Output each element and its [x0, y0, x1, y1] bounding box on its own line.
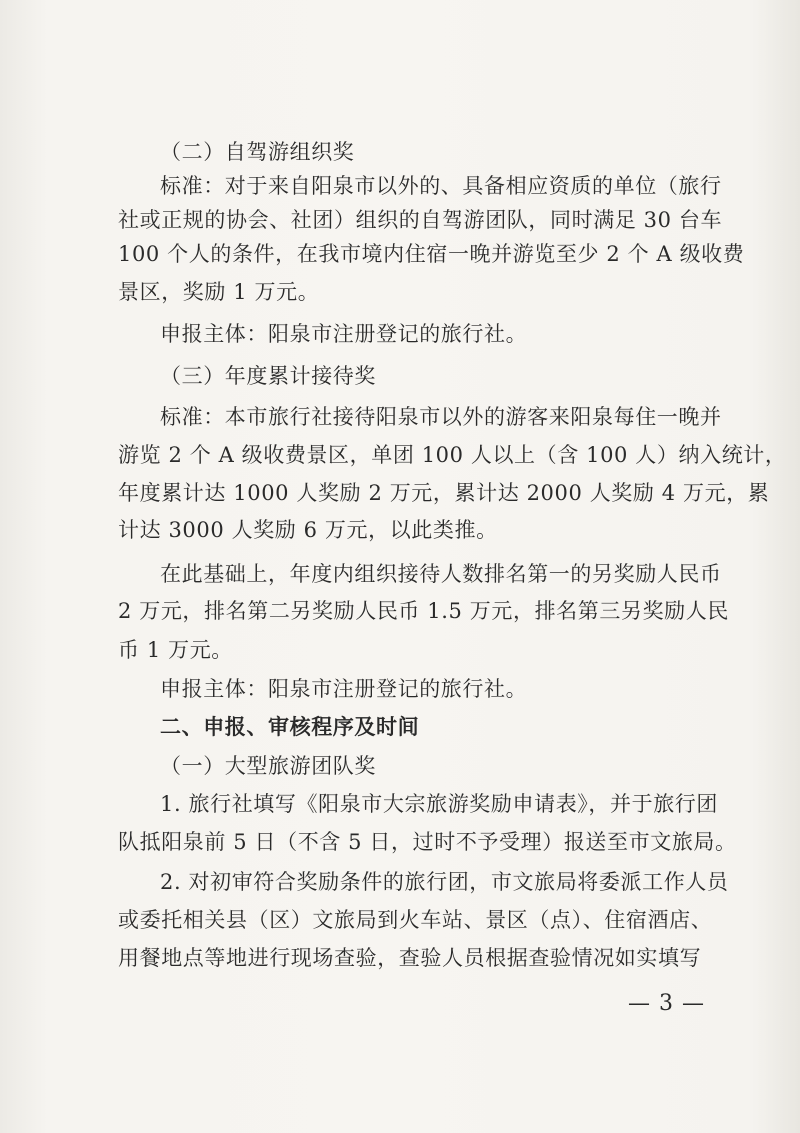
paragraph-line: 标准：对于来自阳泉市以外的、具备相应资质的单位（旅行 [160, 174, 722, 198]
paragraph-line: 队抵阳泉前 5 日（不含 5 日，过时不予受理）报送至市文旅局。 [118, 830, 737, 854]
paragraph-line: 用餐地点等地进行现场查验，查验人员根据查验情况如实填写 [118, 946, 702, 970]
paragraph-line: 币 1 万元。 [118, 638, 233, 662]
paragraph-line: 景区，奖励 1 万元。 [118, 280, 320, 304]
paragraph-line: 游览 2 个 A 级收费景区，单团 100 人以上（含 100 人）纳入统计， [118, 443, 787, 467]
paragraph-line: 100 个人的条件，在我市境内住宿一晚并游览至少 2 个 A 级收费 [118, 242, 745, 266]
section-heading-annual-award: （三）年度累计接待奖 [160, 364, 376, 388]
paragraph-line: 社或正规的协会、社团）组织的自驾游团队，同时满足 30 台车 [118, 208, 723, 232]
paragraph-line: 2. 对初审符合奖励条件的旅行团，市文旅局将委派工作人员 [160, 870, 729, 894]
paragraph-line: 在此基础上，年度内组织接待人数排名第一的另奖励人民币 [160, 562, 722, 586]
paragraph-line: 1. 旅行社填写《阳泉市大宗旅游奖励申请表》，并于旅行团 [160, 792, 719, 816]
paragraph-line: 或委托相关县（区）文旅局到火车站、景区（点）、住宿酒店、 [118, 908, 713, 932]
section-heading-self-drive-award: （二）自驾游组织奖 [160, 140, 355, 164]
paragraph-line: 标准：本市旅行社接待阳泉市以外的游客来阳泉每住一晚并 [160, 405, 722, 429]
page-number: — 3 — [628, 991, 705, 1016]
section-heading-procedure: 二、申报、审核程序及时间 [160, 714, 420, 739]
paragraph-line: 申报主体：阳泉市注册登记的旅行社。 [160, 322, 528, 346]
section-heading-large-group-award: （一）大型旅游团队奖 [160, 754, 376, 778]
paragraph-line: 2 万元，排名第二另奖励人民币 1.5 万元，排名第三另奖励人民 [118, 599, 729, 623]
paragraph-line: 计达 3000 人奖励 6 万元，以此类推。 [118, 518, 498, 542]
paragraph-line: 年度累计达 1000 人奖励 2 万元，累计达 2000 人奖励 4 万元，累 [118, 481, 770, 505]
paragraph-line: 申报主体：阳泉市注册登记的旅行社。 [160, 677, 528, 701]
